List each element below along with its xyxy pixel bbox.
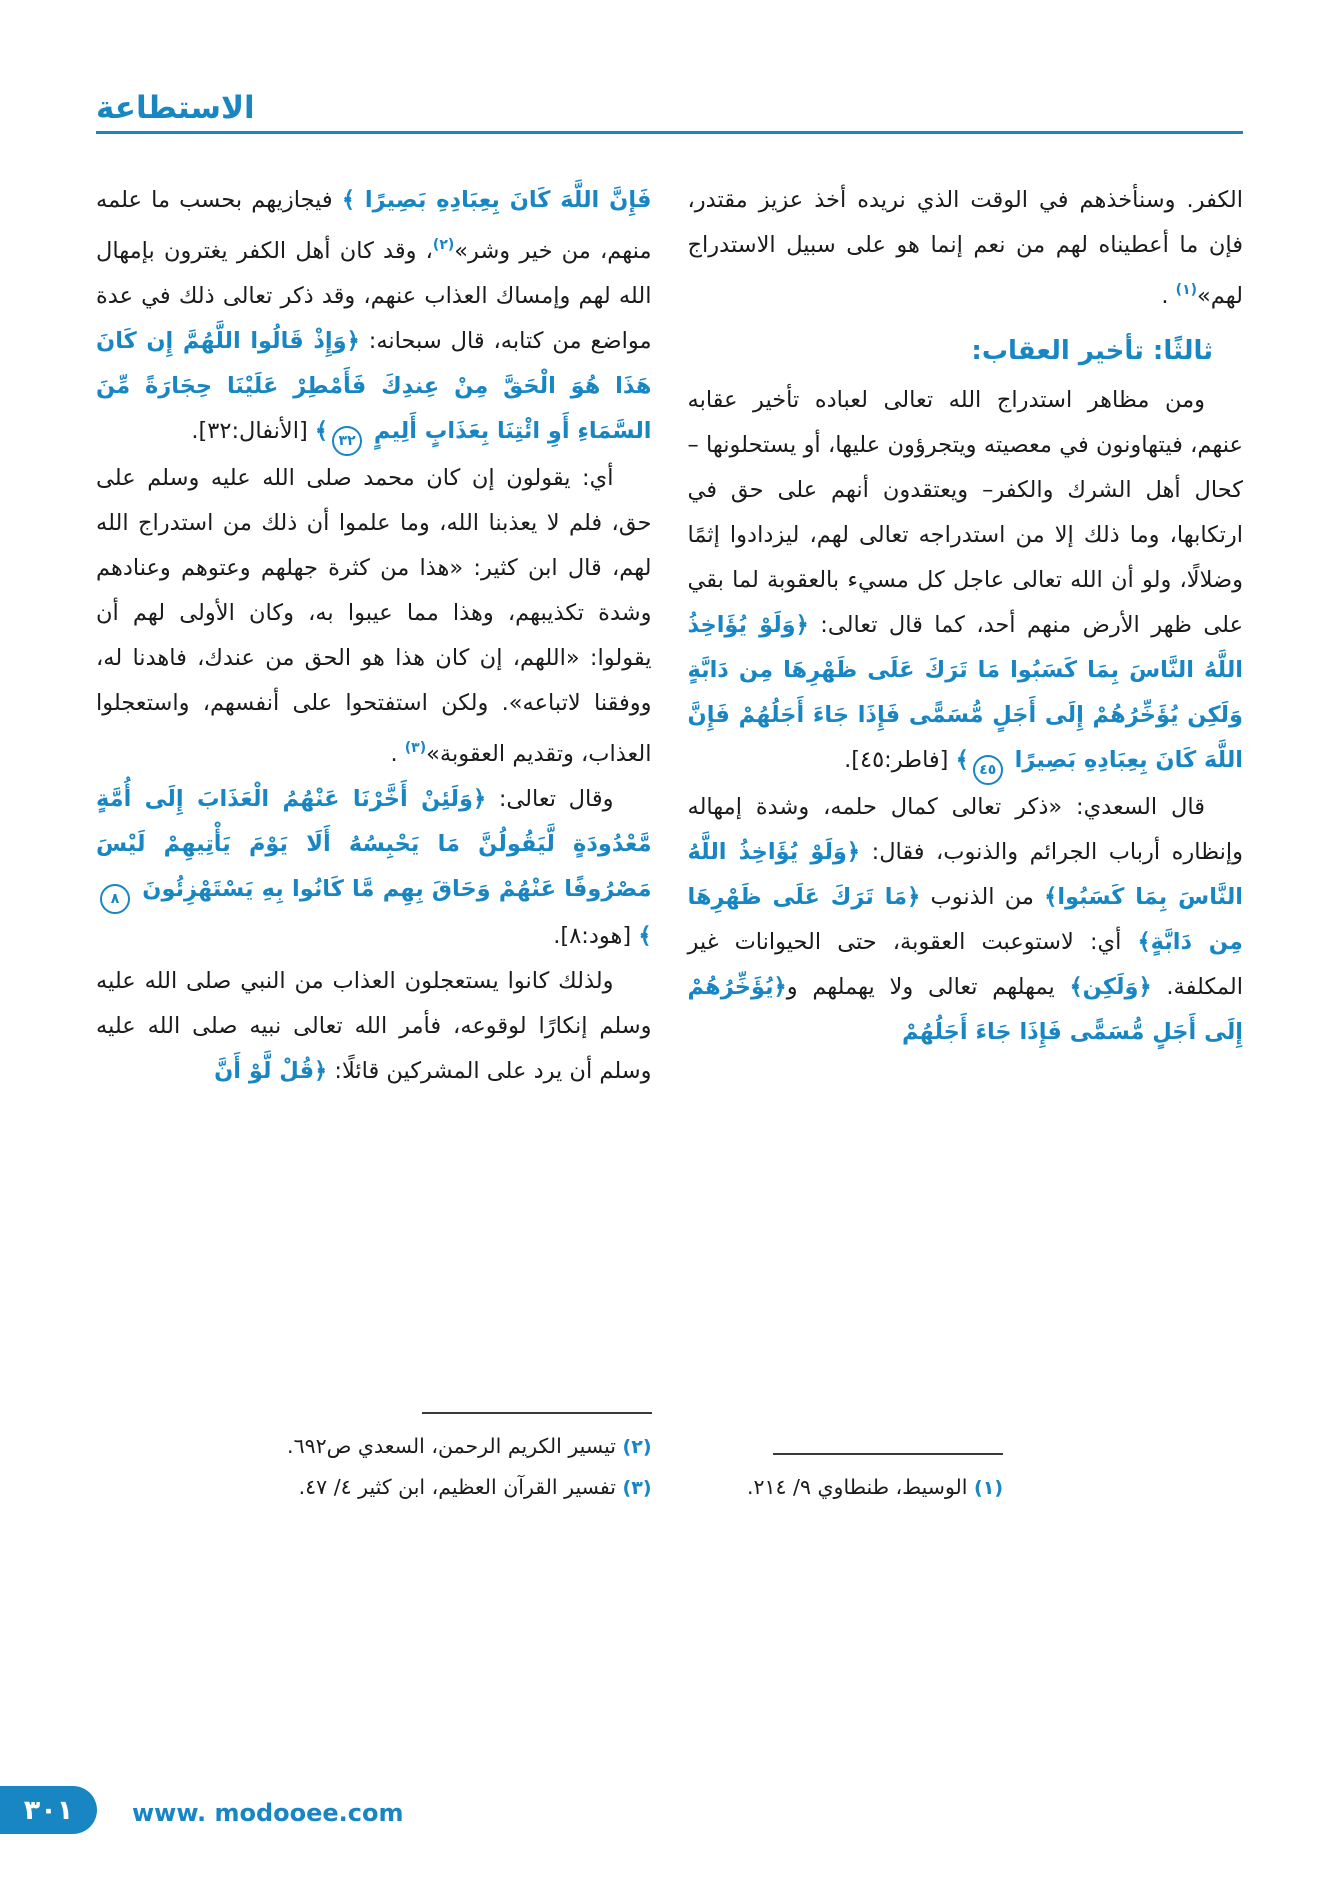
footnotes-block — [96, 1412, 652, 1508]
body-text: تيسير الكريم الرحمن، السعدي ص٦٩٢. — [287, 1434, 623, 1458]
quran-verse: ﴾ — [314, 418, 329, 444]
quran-verse: ﴿وَلَكِن﴾ — [1069, 974, 1152, 1000]
column-text — [96, 178, 652, 1094]
paragraph — [96, 178, 652, 456]
running-head-title: الاستطاعة — [96, 90, 255, 126]
verse-reference: [فاطر:٤٥]. — [844, 747, 956, 773]
quran-verse: ﴿قُلْ لَّوْ أَنَّ — [214, 1058, 328, 1084]
section-heading — [688, 329, 1244, 374]
body-text: . — [1161, 283, 1176, 309]
page-header — [96, 90, 1243, 134]
body-text: الكفر. وسنأخذهم في الوقت الذي نريده أخذ عزيز مقتدر، فإن ما أعطيناه لهم من نعم إنما هو على سبيل الاستدراج لهم» — [687, 187, 1243, 309]
body-text: وقال تعالى: — [486, 786, 614, 812]
quran-verse: ﴿مَا تَرَكَ عَلَى ظَهْرِهَا مِن دَابَّةٍ﴾ — [687, 884, 1243, 955]
quran-verse: فَإِنَّ اللَّهَ كَانَ بِعِبَادِهِ بَصِيرًا ﴾ — [341, 187, 652, 213]
heading-text: ثالثًا: تأخير العقاب: — [971, 336, 1213, 366]
footnote — [96, 1426, 652, 1467]
body-text: أي: لاستوعبت العقوبة، حتى الحيوانات غير المكلفة. — [687, 929, 1243, 1000]
column-right — [688, 178, 1244, 1508]
body-text: يمهلهم تعالى ولا يهملهم و — [786, 974, 1070, 1000]
body-text: ، وقد كان أهل الكفر يغترون بإمهال الله لهم وإمساك العذاب عنهم، وقد ذكر تعالى ذلك في عدة مواضع من كتابه، قال سبحانه: — [96, 238, 652, 354]
body-text: ومن مظاهر استدراج الله تعالى لعباده تأخير عقابه عنهم، فيتهاونون في معصيته ويتجرؤون عليها، أو يستحلونها –كحال أهل الشرك والكفر– ويعتقدون أنهم على حق في ارتكابها، وما ذلك إلا من استدراجه تعالى لهم، ليزدادوا إثمًا وضلالًا، ولو أن الله تعالى عاجل كل مسيء بالعقوبة لما بقي على ظهر الأرض منهم أحد، كما قال تعالى: — [687, 387, 1243, 638]
body-text: ولذلك كانوا يستعجلون العذاب من النبي صلى الله عليه وسلم إنكارًا لوقوعه، فأمر الله تعالى نبيه صلى الله عليه وسلم أن يرد على المشركين قائلًا: — [96, 968, 652, 1084]
footnote-marker: (٣) — [622, 1477, 652, 1499]
body-text: الوسيط، طنطاوي ٩/ ٢١٤. — [746, 1475, 975, 1499]
column-left — [96, 178, 652, 1508]
two-column-text — [96, 178, 1243, 1508]
quran-verse: ﴿يُؤَخِّرُهُمْ إِلَى أَجَلٍ مُّسَمًّى فَإِذَا جَاءَ أَجَلُهُمْ — [687, 974, 1243, 1045]
body-text: . — [390, 741, 405, 767]
paragraph — [96, 456, 652, 777]
quran-verse: ﴿وَلَوْ يُؤَاخِذُ اللَّهُ النَّاسَ بِمَا كَسَبُوا مَا تَرَكَ عَلَى ظَهْرِهَا مِن دَابَّةٍ وَلَكِن يُؤَخِّرُهُمْ إِلَى أَجَلٍ مُّسَمًّى فَإِذَا جَاءَ أَجَلُهُمْ فَإِنَّ اللَّهَ كَانَ بِعِبَادِهِ بَصِيرًا — [687, 612, 1243, 773]
footnotes-block — [688, 1453, 1004, 1508]
paragraph — [688, 785, 1244, 1055]
footnote-marker: (٢) — [432, 237, 455, 253]
header-divider — [96, 131, 1243, 134]
paragraph — [96, 777, 652, 959]
footnote-marker: (٣) — [404, 740, 427, 756]
quran-verse: ﴾ — [638, 923, 652, 949]
body-text: فيجازيهم بحسب ما علمه منهم، من خير وشر» — [96, 187, 652, 264]
footnote-marker: (٢) — [622, 1436, 652, 1458]
paragraph — [688, 178, 1244, 319]
paragraph — [688, 378, 1244, 785]
quran-verse: ﴿وَلَئِنْ أَخَّرْنَا عَنْهُمُ الْعَذَابَ إِلَى أُمَّةٍ مَّعْدُودَةٍ لَّيَقُولُنَّ مَا يَحْبِسُهُ أَلَا يَوْمَ يَأْتِيهِمْ لَيْسَ مَصْرُوفًا عَنْهُمْ وَحَاقَ بِهِم مَّا كَانُوا بِهِ يَسْتَهْزِئُونَ — [96, 786, 652, 902]
verse-reference: [هود:٨]. — [553, 923, 639, 949]
footnote-marker: (١) — [1175, 282, 1198, 298]
verse-reference: [الأنفال:٣٢]. — [191, 418, 315, 444]
ayah-number: ٣٢ — [332, 426, 362, 456]
quran-verse: ﴾ — [955, 747, 969, 773]
body-text: أي: يقولون إن كان محمد صلى الله عليه وسلم على حق، فلم لا يعذبنا الله، وما علموا أن ذلك من استدراج الله لهم، قال ابن كثير: «هذا من كثرة جهلهم وعتوهم وعنادهم وشدة تكذيبهم، وهذا مما عيبوا به، وكان الأولى لهم أن يقولوا: «اللهم، إن كان هذا هو الحق من عندك، فاهدنا له، ووفقنا لاتباعه». ولكن استفتحوا على أنفسهم، واستعجلوا العذاب، وتقديم العقوبة» — [96, 465, 652, 767]
body-text: قال السعدي: «ذكر تعالى كمال حلمه، وشدة إمهاله وإنظاره أرباب الجرائم والذنوب، فقال: — [687, 794, 1243, 865]
quran-verse: ﴿وَإِذْ قَالُوا اللَّهُمَّ إِن كَانَ هَذَا هُوَ الْحَقَّ مِنْ عِندِكَ فَأَمْطِرْ عَلَيْنَا حِجَارَةً مِّنَ السَّمَاءِ أَوِ ائْتِنَا بِعَذَابٍ أَلِيمٍ — [96, 328, 652, 444]
footnote — [688, 1467, 1004, 1508]
website-url: www. modooee.com — [132, 1799, 404, 1827]
page-number-badge — [0, 1786, 97, 1834]
page-number: ٣٠١ — [23, 1794, 74, 1826]
quran-verse: ﴿وَلَوْ يُؤَاخِذُ اللَّهُ النَّاسَ بِمَا كَسَبُوا﴾ — [687, 839, 1243, 910]
footnote — [96, 1467, 652, 1508]
body-text: من الذنوب — [920, 884, 1045, 910]
ayah-number: ٤٥ — [973, 755, 1003, 785]
paragraph — [96, 959, 652, 1094]
ayah-number: ٨ — [100, 884, 130, 914]
column-text — [688, 178, 1244, 1055]
body-text: تفسير القرآن العظيم، ابن كثير ٤/ ٤٧. — [298, 1475, 623, 1499]
footnote-marker: (١) — [974, 1477, 1003, 1499]
